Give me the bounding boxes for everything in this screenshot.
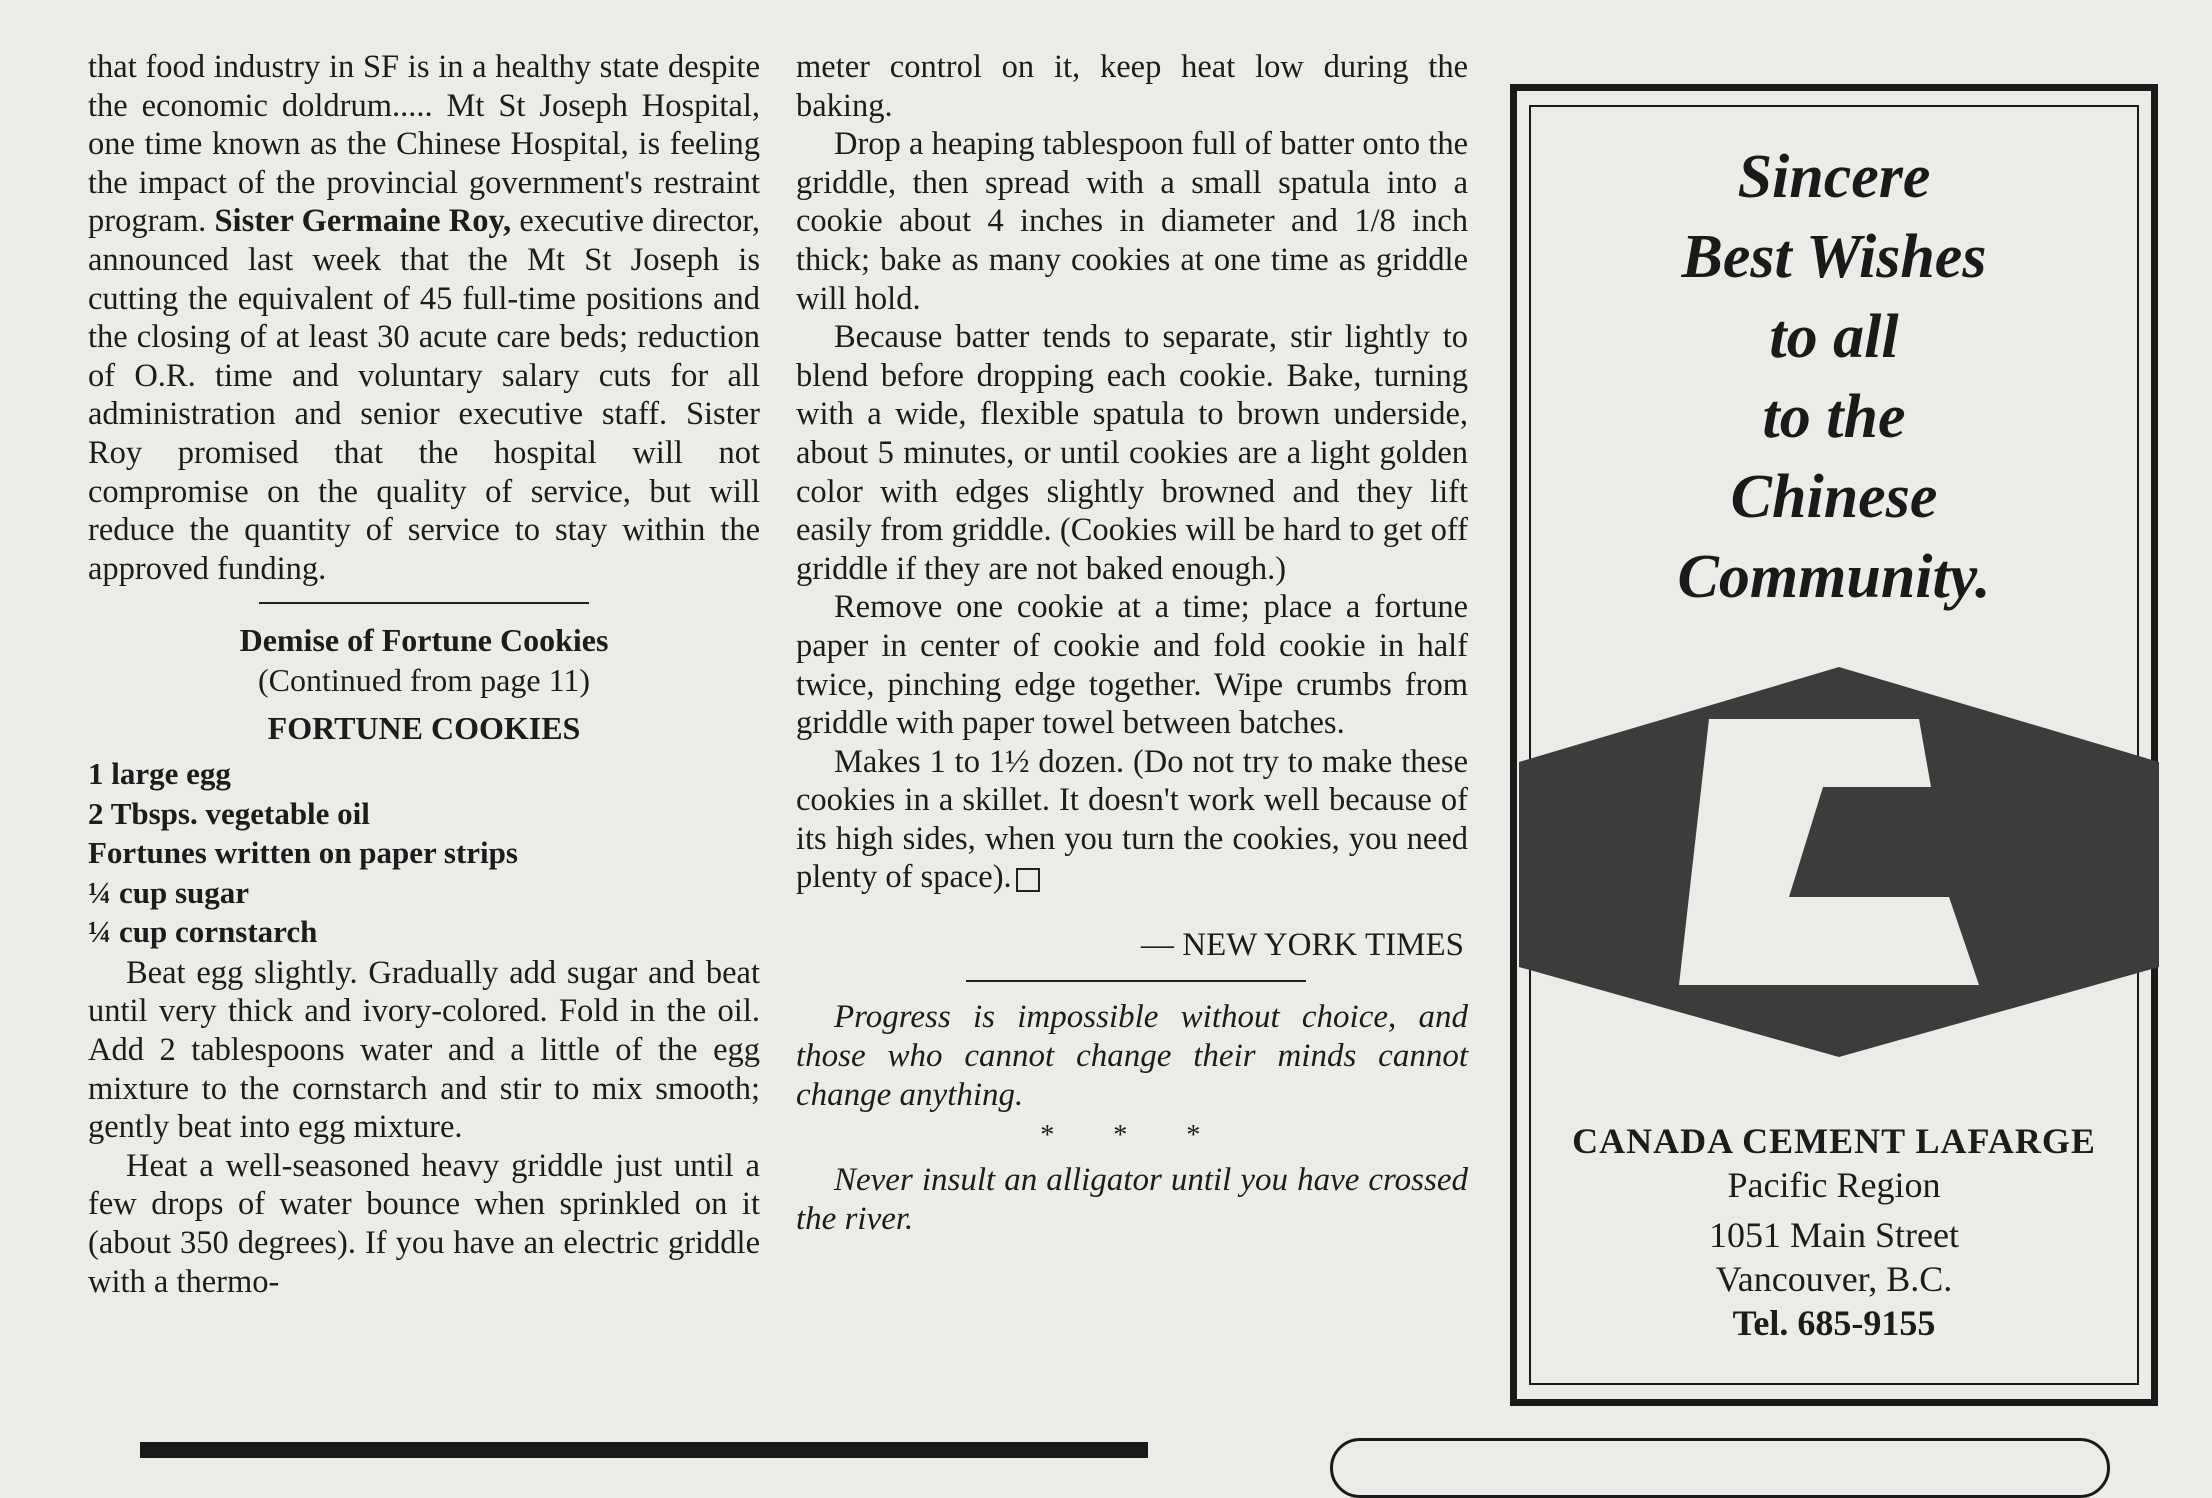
section-title: Demise of Fortune Cookies xyxy=(239,622,609,659)
byline: — NEW YORK TIMES xyxy=(1141,927,1464,964)
recipe-step: Drop a heaping tablespoon full of batter onto the griddle, then spread with a small spatula into a cookie about 4 inches in diameter and 1/8 inch thick; bake as many cookies at one time as griddle will hold. xyxy=(796,126,1468,317)
continued-note: (Continued from page 11) xyxy=(257,662,591,699)
quote-text: Progress is impossible without choice, and those who cannot change their minds cannot change anything. xyxy=(796,999,1468,1114)
news-brief xyxy=(88,48,760,588)
ingredient-item: ¼ cup sugar xyxy=(88,874,250,910)
bottom-rounded-frame xyxy=(1330,1438,2110,1498)
ad-headline-line: to all xyxy=(1769,303,1899,371)
recipe-title: FORTUNE COOKIES xyxy=(267,710,581,747)
brief-text-rest: executive director, announced last week that the Mt St Joseph is cutting the equivalent of 45 full-time positions and the closing of at least 30 acute care beds; reduction of O.R. time and voluntary salary cuts for all administration and senior executive staff. Sister Roy promised that the hospital will not compromise on the quality of service, but will reduce the quantity of service to stay within the approved funding. xyxy=(88,203,760,587)
article-column-2 xyxy=(796,48,1468,1239)
divider-rule xyxy=(966,980,1306,982)
recipe-steps-1 xyxy=(88,954,760,1301)
advertisement xyxy=(1510,84,2158,1406)
company-name: CANADA CEMENT LAFARGE xyxy=(1572,1121,2096,1161)
star-separator: * * * xyxy=(1039,1120,1225,1152)
ingredient-item: 1 large egg xyxy=(88,756,231,792)
ingredient-item: 2 Tbsps. vegetable oil xyxy=(88,795,370,831)
company-phone: Tel. 685-9155 xyxy=(1732,1303,1936,1343)
brief-text: that food industry in SF is in a healthy state despite the economic doldrum..... Mt St Joseph Hospital, one time known as the Chinese Hospital, is feeling the impact of the provincial government's restraint program. xyxy=(88,49,760,240)
ad-headline-line: Best Wishes xyxy=(1681,223,1987,291)
company-region: Pacific Region xyxy=(1727,1165,1941,1205)
recipe-steps-2 xyxy=(796,48,1468,897)
recipe-step xyxy=(796,743,1468,897)
ad-headline xyxy=(1531,137,2137,617)
ingredient-list xyxy=(88,754,760,952)
bottom-border-bar xyxy=(140,1442,1148,1458)
ad-headline-line: Chinese xyxy=(1730,463,1938,531)
ingredient-item: ¼ cup cornstarch xyxy=(88,914,318,950)
end-mark-icon xyxy=(1016,868,1040,892)
quote-block xyxy=(796,998,1468,1239)
recipe-step: Heat a well-seasoned heavy griddle just until a few drops of water bounce when sprinkled on it (about 350 degrees). If you have an electric griddle with a thermo- xyxy=(88,1147,760,1300)
divider-rule xyxy=(259,602,589,604)
ingredient-item: Fortunes written on paper strips xyxy=(88,835,518,871)
ad-frame xyxy=(1529,105,2139,1385)
ad-company-block xyxy=(1531,1119,2137,1345)
company-address: 1051 Main Street xyxy=(1709,1215,1959,1255)
quote-text: Never insult an alligator until you have crossed the river. xyxy=(796,1162,1468,1238)
company-city: Vancouver, B.C. xyxy=(1715,1259,1953,1299)
recipe-step: Beat egg slightly. Gradually add sugar and beat until very thick and ivory-colored. Fold in the oil. Add 2 tablespoons water and a little of the egg mixture to the cornstarch and stir to mix smooth; gently beat into egg mixture. xyxy=(88,954,760,1146)
ad-headline-line: Community. xyxy=(1677,543,1991,611)
brief-name-bold: Sister Germaine Roy, xyxy=(214,203,512,240)
cement-c-logo-icon xyxy=(1519,667,2159,1057)
recipe-step: Because batter tends to separate, stir lightly to blend before dropping each cookie. Bake, turning with a wide, flexible spatula to brown underside, about 5 minutes, or until cookies are a light golden color with edges slightly browned and they lift easily from griddle. (Cookies will be hard to get off griddle if they are not baked enough.) xyxy=(796,319,1468,587)
recipe-yield: Makes 1 to 1½ dozen. (Do not try to make these cookies in a skillet. It doesn't work well because of its high sides, when you turn the cookies, you need plenty of space). xyxy=(796,743,1468,896)
ad-headline-line: Sincere xyxy=(1737,143,1931,211)
recipe-step: meter control on it, keep heat low during the baking. xyxy=(796,49,1468,124)
ad-headline-line: to the xyxy=(1762,383,1906,451)
article-column-1 xyxy=(88,48,760,1301)
recipe-step: Remove one cookie at a time; place a fortune paper in center of cookie and fold cookie in half twice, pinching edge together. Wipe crumbs from griddle with paper towel between batches. xyxy=(796,589,1468,742)
